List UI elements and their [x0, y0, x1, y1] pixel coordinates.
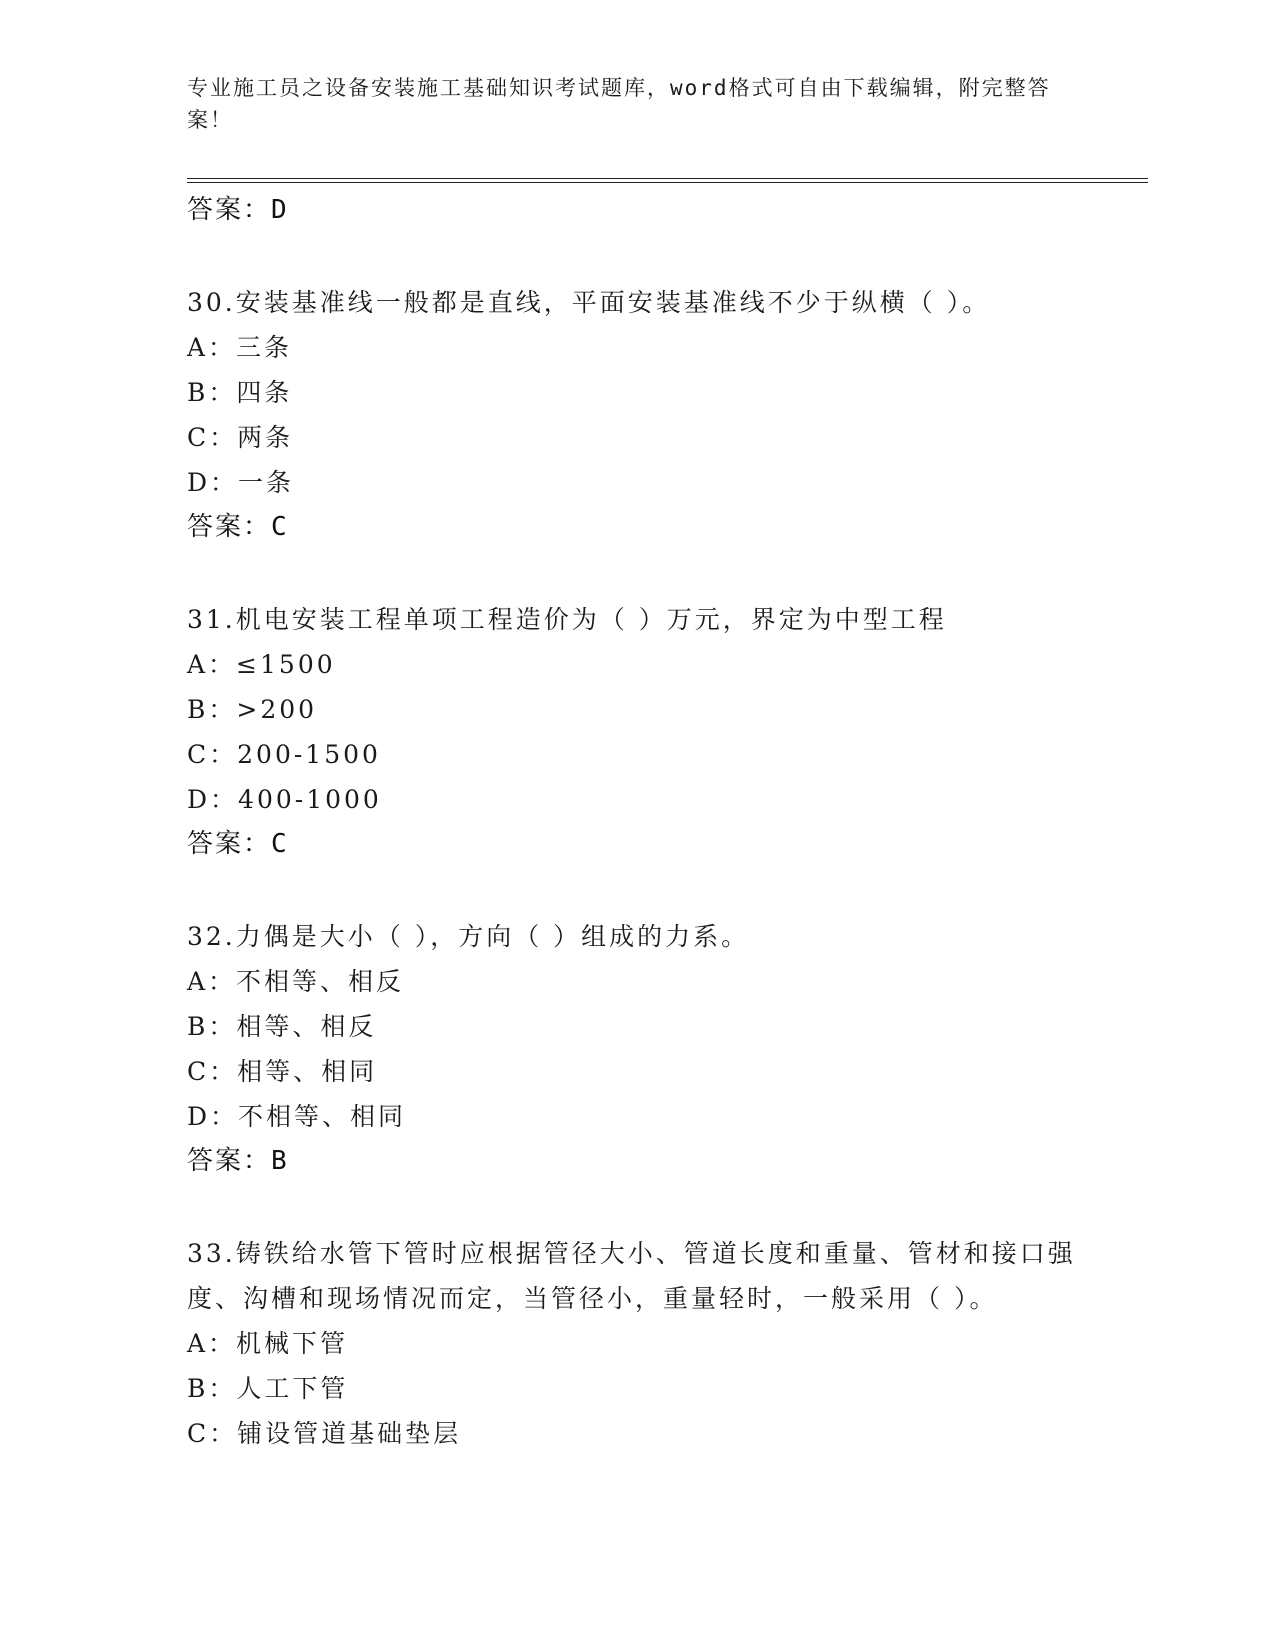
question-content	[187, 188, 1087, 1456]
option-a: A：机械下管	[187, 1329, 349, 1358]
header-rule-bottom	[187, 182, 1148, 183]
option-a: A：≤1500	[187, 650, 336, 679]
option-a: A：不相等、相反	[187, 967, 405, 996]
option-c: C：两条	[187, 423, 294, 452]
question-stem: 31.机电安装工程单项工程造价为（ ）万元，界定为中型工程	[187, 605, 947, 634]
question-stem: 33.铸铁给水管下管时应根据管径大小、管道长度和重量、管材和接口强度、沟槽和现场情况而定，当管径小，重量轻时，一般采用（ ）。	[187, 1239, 1076, 1313]
answer-line: 答案：D	[187, 195, 289, 225]
answer-line: 答案：C	[187, 829, 289, 859]
question-block	[187, 1231, 1087, 1456]
option-d: D：400-1000	[187, 785, 382, 814]
answer-line: 答案：B	[187, 1146, 289, 1176]
answer-line: 答案：C	[187, 512, 289, 542]
question-block	[187, 914, 1087, 1184]
option-b: B：相等、相反	[187, 1012, 377, 1041]
option-a: A：三条	[187, 333, 293, 362]
option-b: B：>200	[187, 695, 318, 724]
option-b: B：四条	[187, 378, 293, 407]
question-stem: 30.安装基准线一般都是直线，平面安装基准线不少于纵横（ ）。	[187, 288, 991, 317]
option-c: C：200-1500	[187, 740, 381, 769]
question-block	[187, 597, 1087, 867]
option-b: B：人工下管	[187, 1374, 349, 1403]
option-d: D：一条	[187, 468, 295, 497]
question-block	[187, 280, 1087, 550]
option-d: D：不相等、相同	[187, 1102, 407, 1131]
option-c: C：相等、相同	[187, 1057, 378, 1086]
document-header: 专业施工员之设备安装施工基础知识考试题库，word格式可自由下载编辑，附完整答案！	[187, 76, 1051, 132]
question-stem: 32.力偶是大小（ ），方向（ ）组成的力系。	[187, 922, 750, 951]
header-rule-top	[187, 178, 1148, 179]
option-c: C：铺设管道基础垫层	[187, 1419, 462, 1448]
